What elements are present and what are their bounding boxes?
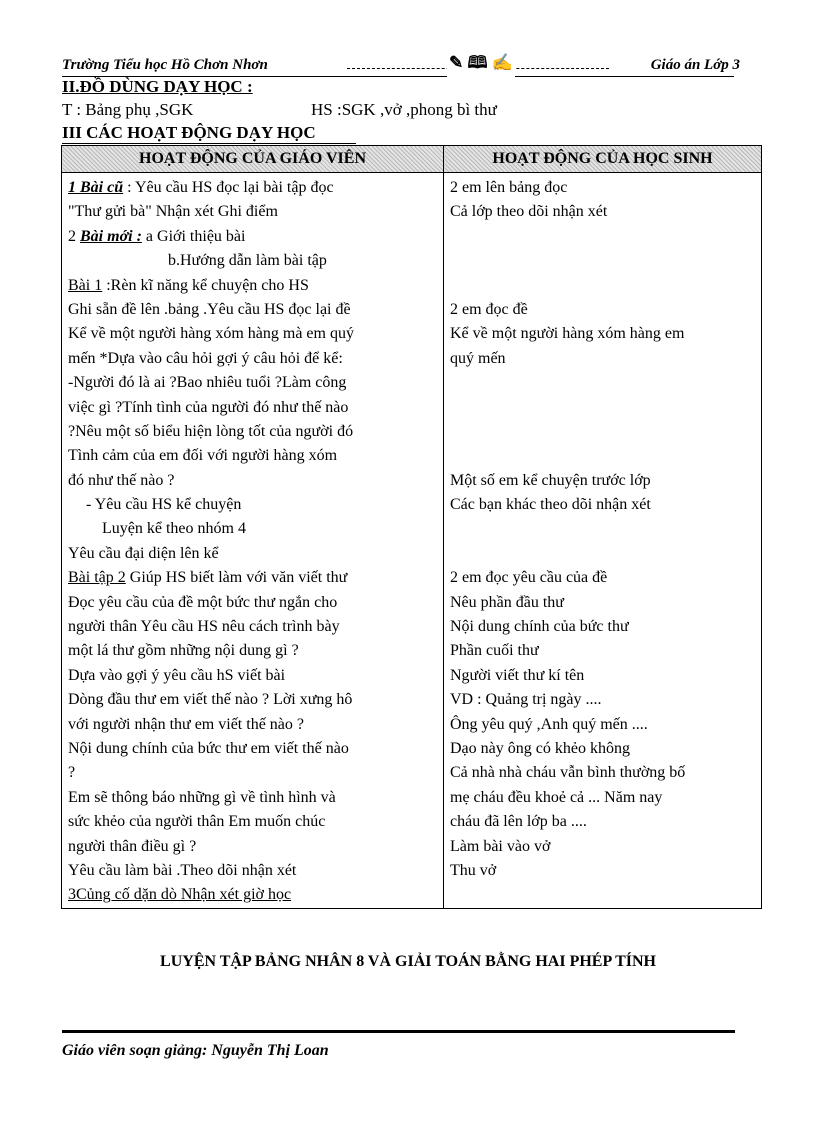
list-item: quý mến — [450, 349, 506, 367]
list-item: ?Nêu một số biểu hiện lòng tốt của người đó — [68, 422, 354, 440]
spacer — [450, 249, 755, 273]
list-item: Cả lớp theo dõi nhận xét — [450, 203, 608, 221]
list-item: Dạo này ông có khẻo không — [450, 739, 630, 757]
list-item: Nêu phần đầu thư — [450, 593, 564, 611]
list-item: 2 em đọc yêu cầu của đề — [450, 569, 608, 587]
list-item: Ghi sẵn đề lên .bảng .Yêu cầu HS đọc lại đề — [68, 300, 351, 318]
book-ornament-icon: ✎ 🕮 ✍ — [447, 50, 515, 79]
footer-teacher: Giáo viên soạn giảng: Nguyễn Thị Loan — [62, 1042, 329, 1059]
spacer — [450, 444, 755, 468]
section-materials-title: II.ĐỒ DÙNG DẠY HỌC : — [62, 77, 253, 96]
list-item: Dựa vào gợi ý yêu cầu hS viết bài — [68, 666, 286, 684]
title-underline — [62, 143, 356, 144]
list-item: Thu vở — [450, 861, 497, 879]
list-item: Nội dung chính của bức thư — [450, 618, 629, 636]
list-item: Tình cảm của em đối với người hàng xóm — [68, 447, 338, 465]
list-item: -Người đó là ai ?Bao nhiêu tuổi ?Làm công — [68, 374, 347, 392]
section-activities-text: III CÁC HOẠT ĐỘNG DẠY HỌC — [62, 123, 316, 142]
student-activities-cell — [444, 173, 762, 909]
list-item: cháu đã lên lớp ba .... — [450, 813, 587, 831]
list-item: "Thư gửi bà" Nhận xét Ghi điểm — [68, 203, 278, 221]
spacer — [450, 274, 755, 298]
list-item: Một số em kể chuyện trước lớp — [450, 471, 651, 489]
footer-rule — [62, 1030, 735, 1033]
list-item: Kể về một người hàng xóm hàng mà em quý — [68, 325, 354, 343]
school-name: Trường Tiểu học Hồ Chơn Nhơn — [62, 57, 268, 73]
spacer — [450, 371, 755, 395]
text: :Rèn kĩ năng kể chuyện cho HS — [102, 276, 309, 294]
list-item: 2 em đọc đề — [450, 300, 528, 318]
list-item: Kể về một người hàng xóm hàng em — [450, 325, 685, 343]
list-item: mến *Dựa vào câu hỏi gợi ý câu hỏi để kể: — [68, 349, 343, 367]
list-item: việc gì ?Tính tình của người đó như thế nào — [68, 398, 349, 416]
teacher-materials: T : Bảng phụ ,SGK — [62, 100, 194, 119]
table-row — [62, 173, 762, 909]
teacher-column-header: HOẠT ĐỘNG CỦA GIÁO VIÊN — [62, 146, 444, 173]
spacer — [450, 542, 755, 566]
list-item: b.Hướng dẫn làm bài tập — [168, 252, 327, 270]
list-item: Phần cuối thư — [450, 642, 539, 660]
student-column-header: HOẠT ĐỘNG CỦA HỌC SINH — [444, 146, 762, 173]
list-item: 2 em lên bảng đọc — [450, 179, 568, 196]
list-item: Yêu cầu làm bài .Theo dõi nhận xét — [68, 861, 297, 879]
old-lesson-label: 1 Bài cũ — [68, 179, 124, 196]
exercise-1-label: Bài 1 — [68, 276, 103, 294]
text: Giúp HS biết làm với văn viết thư — [125, 569, 348, 587]
spacer — [450, 517, 755, 541]
exercise-2-label: Bài tập 2 — [68, 569, 126, 587]
list-item: người thân Yêu cầu HS nêu cách trình bày — [68, 618, 340, 636]
student-materials: HS :SGK ,vở ,phong bì thư — [311, 100, 497, 119]
spacer — [450, 420, 755, 444]
list-item: mẹ cháu đều khoẻ cả ... Năm nay — [450, 788, 663, 806]
new-lesson-label: Bài mới : — [80, 227, 142, 245]
list-item: Ông yêu quý ,Anh quý mến .... — [450, 715, 648, 733]
page-header — [62, 53, 740, 77]
list-item: với người nhận thư em viết thế nào ? — [68, 715, 304, 733]
list-item: Cả nhà nhà cháu vẫn bình thường bố — [450, 764, 686, 782]
list-item: Nội dung chính của bức thư em viết thế nào — [68, 739, 349, 757]
doc-type: Giáo án Lớp 3 — [650, 57, 740, 73]
materials-line — [62, 100, 497, 120]
list-item: Dòng đầu thư em viết thế nào ? Lời xưng hô — [68, 691, 353, 709]
list-item: Làm bài vào vở — [450, 837, 551, 855]
list-item: Em sẽ thông báo những gì về tình hình và — [68, 788, 336, 806]
list-item: Đọc yêu cầu của đề một bức thư ngắn cho — [68, 593, 338, 611]
list-item: Các bạn khác theo dõi nhận xét — [450, 496, 651, 514]
spacer — [450, 396, 755, 420]
list-item: một lá thư gồm những nội dung gì ? — [68, 642, 299, 660]
list-item — [68, 176, 437, 200]
list-item: - Yêu cầu HS kể chuyện — [86, 496, 242, 514]
list-item: 3Củng cố dặn dò Nhận xét giờ học — [68, 886, 292, 904]
table-header-row — [62, 146, 762, 173]
list-item: Yêu cầu đại diện lên kể — [68, 544, 219, 562]
next-lesson-title: LUYỆN TẬP BẢNG NHÂN 8 VÀ GIẢI TOÁN BẰNG HAI PHÉP TÍNH — [160, 953, 656, 970]
list-item: VD : Quảng trị ngày .... — [450, 691, 602, 709]
teacher-activities-cell — [62, 173, 444, 909]
list-item: ? — [68, 764, 76, 782]
text: a Giới thiệu bài — [141, 227, 246, 245]
list-item: Người viết thư kí tên — [450, 666, 585, 684]
text: : Yêu cầu HS đọc lại bài tập đọc — [123, 179, 334, 196]
list-item — [68, 225, 437, 249]
activities-table — [61, 145, 762, 909]
list-item — [68, 274, 437, 298]
spacer — [450, 225, 755, 249]
spacer — [450, 883, 755, 907]
list-item: Luyện kể theo nhóm 4 — [102, 520, 246, 538]
list-item: người thân điều gì ? — [68, 837, 197, 855]
list-item — [68, 566, 437, 590]
list-item: sức khẻo của người thân Em muốn chúc — [68, 813, 326, 831]
section-activities-title — [62, 123, 316, 143]
list-item: đó như thế nào ? — [68, 471, 175, 489]
text: 2 — [68, 227, 80, 245]
